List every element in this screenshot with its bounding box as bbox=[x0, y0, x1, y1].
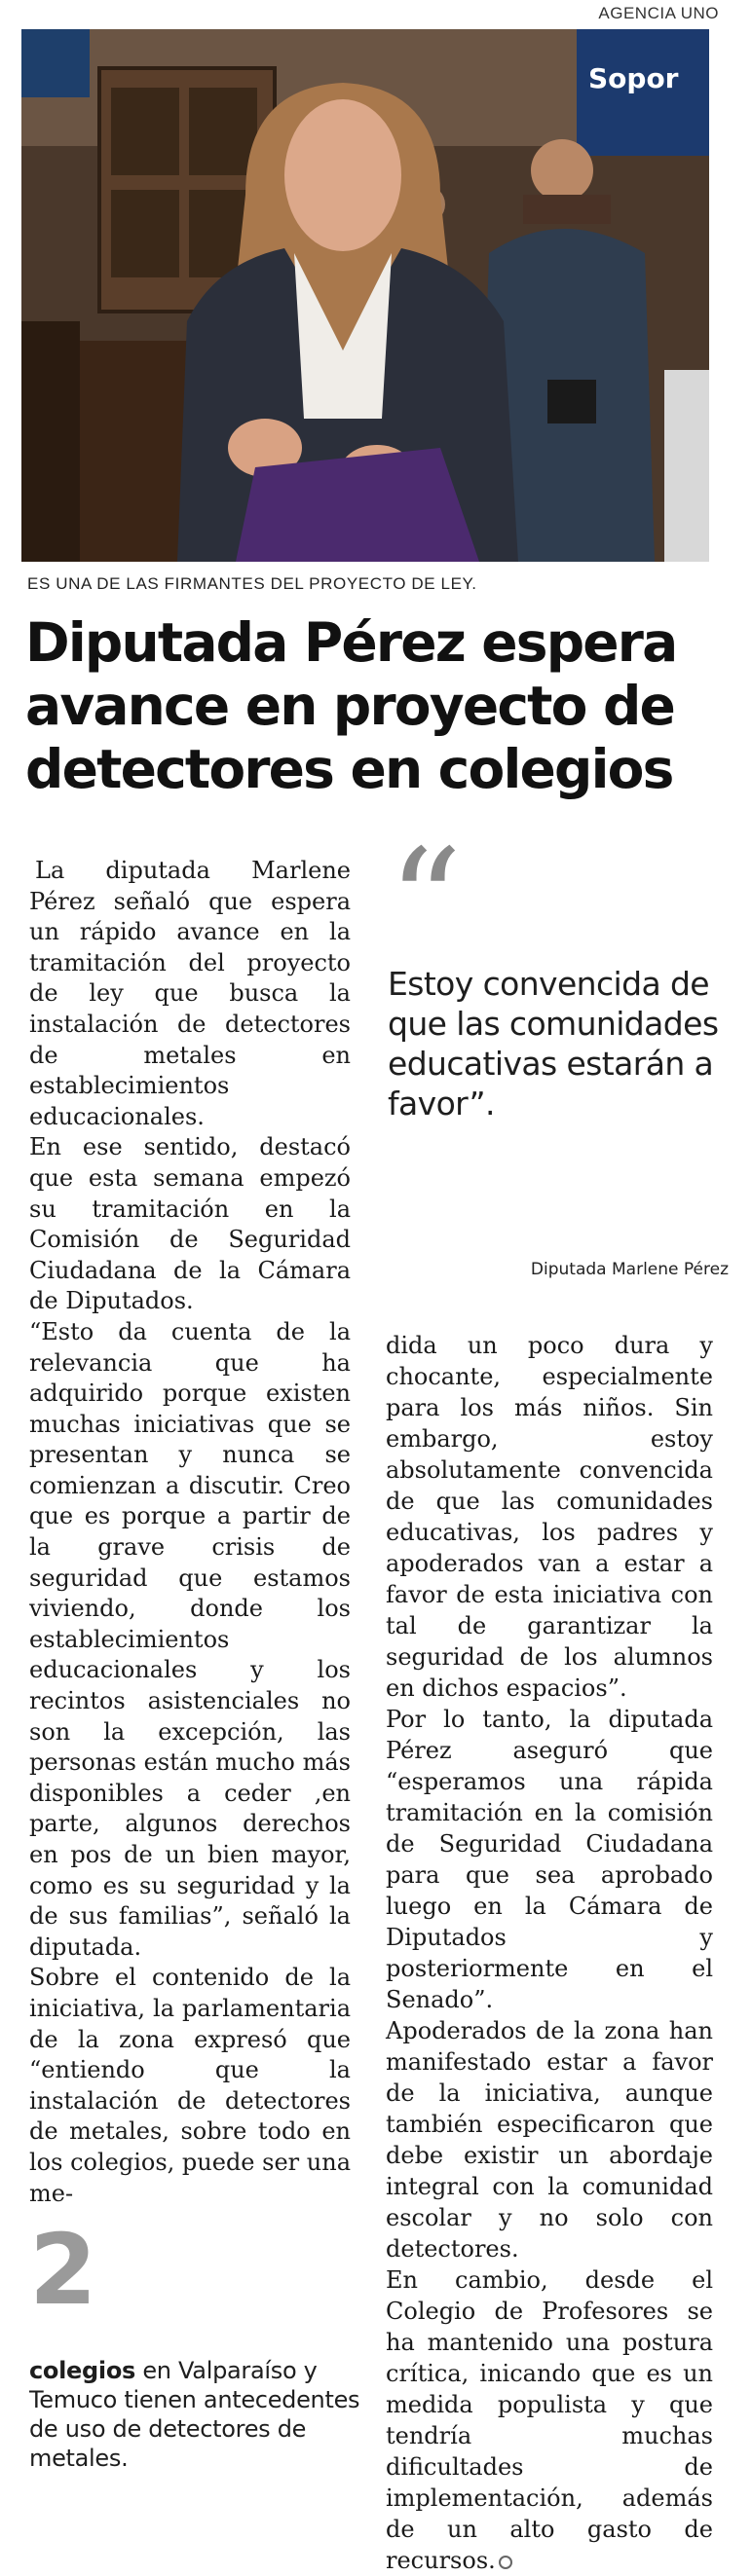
photo-caption: ES UNA DE LAS FIRMANTES DEL PROYECTO DE LEY. bbox=[27, 574, 477, 593]
article-column-left bbox=[29, 856, 351, 2209]
article-headline: Diputada Pérez espera avance en proyecto de detectores en colegios bbox=[25, 611, 677, 800]
paragraph: En ese sentido, destacó que esta semana empezó su tramitación en la Comisión de Seguridad Ciudadana de la Cámara de Diputados. bbox=[29, 1133, 351, 1315]
paragraph: “Esto da cuenta de la relevancia que ha adquirido porque existen muchas iniciativas que se presentan y nunca se comienzan a discutir. Creo que es porque a partir de la grave crisis de seguridad que estamos viviendo, donde los establecimientos educacionales y los recintos asistenciales no son la excepción, las personas están mucho más disponibles a ceder ,en parte, algunos derechos en pos de un bien mayor, como es su seguridad y la de sus familias”, señaló la diputada. bbox=[29, 1317, 351, 1961]
background-sign: Sopor bbox=[588, 62, 679, 94]
stat-number: 2 bbox=[29, 2213, 97, 2327]
paragraph: Por lo tanto, la diputada Pérez aseguró que “esperamos una rápida tramitación en la comisión de Seguridad Ciudadana para que sea aprobado luego en la Cámara de Diputados y posteriormente en el Senado”. bbox=[386, 1706, 713, 2013]
quote-author: Diputada Marlene Pérez bbox=[530, 1260, 729, 1279]
paragraph: Apoderados de la zona han manifestado estar a favor de la iniciativa, aunque también especificaron que debe existir un abordaje integral con la comunidad escolar y no solo con detectores. bbox=[386, 2017, 713, 2263]
paragraph: Sobre el contenido de la iniciativa, la parlamentaria de la zona expresó que “entiendo que la instalación de detectores de metales, sobre todo en los colegios, puede ser una me- bbox=[29, 1964, 351, 2207]
stat-description bbox=[29, 2356, 360, 2473]
quote-text: Estoy convencida de que las comunidades educativas estarán a favor”. bbox=[388, 965, 719, 1122]
news-photo bbox=[21, 29, 709, 562]
article-column-right bbox=[386, 1330, 713, 2576]
stat-bold-label: colegios bbox=[29, 2357, 135, 2384]
photo-credit: AGENCIA UNO bbox=[598, 4, 719, 22]
paragraph: dida un poco dura y chocante, especialmente para los más niños. Sin embargo, estoy absolutamente convencida de que las comunidades educativas, los padres y apoderados van a estar a favor de esta iniciativa con tal de garantizar la seguridad de los alumnos en dichos espacios”. bbox=[386, 1332, 713, 1702]
end-of-article-icon bbox=[499, 2556, 512, 2569]
paragraph: La diputada Marlene Pérez señaló que espera un rápido avance en la tramitación del proyecto de ley que busca la instalación de detectores de metales en establecimientos educacionales. bbox=[29, 857, 351, 1130]
paragraph-text: En cambio, desde el Colegio de Profesores se ha mantenido una postura crítica, inicando que es un medida populista y que tendría muchas dificultades de implementación, además de un alto gasto de recursos. bbox=[386, 2266, 713, 2574]
photo-illustration bbox=[21, 29, 709, 562]
monitor-left bbox=[21, 29, 90, 97]
quote-mark: “ bbox=[388, 819, 453, 988]
stat-text: en Valparaíso y Temuco tienen antecedentes de uso de detectores de metales. bbox=[29, 2357, 360, 2472]
pull-quote bbox=[388, 819, 731, 1123]
paragraph bbox=[386, 2264, 713, 2576]
